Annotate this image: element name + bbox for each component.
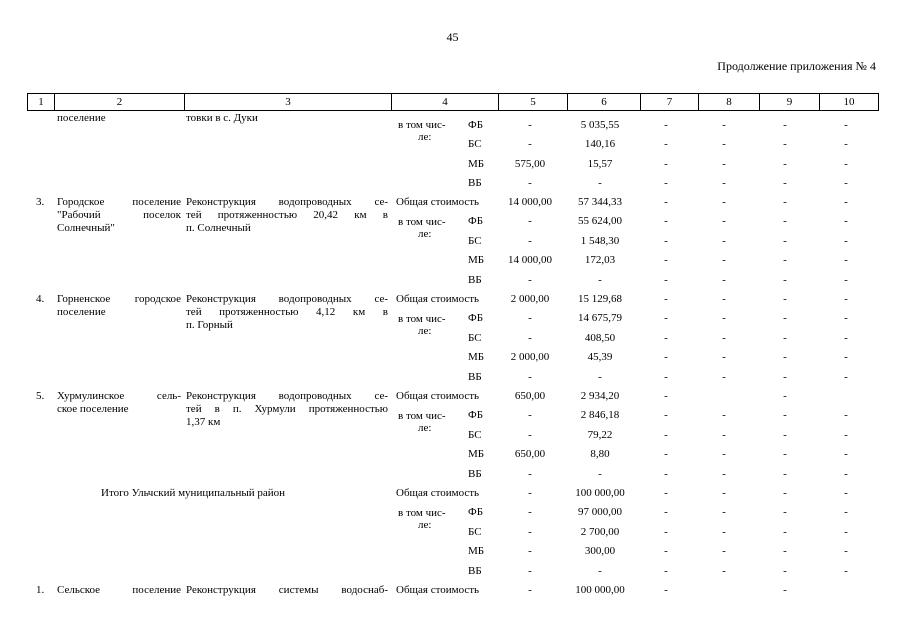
value-c10: - — [844, 157, 848, 170]
last-col2-line1: Сельское поселение — [57, 584, 181, 596]
value-c9: - — [783, 409, 787, 422]
row5-col2-line1: Хурмулинское сель- — [57, 390, 181, 402]
value-c10: - — [844, 467, 848, 480]
value-c7: - — [664, 545, 668, 558]
value-c9: - — [783, 312, 787, 325]
value-c8: - — [722, 331, 726, 344]
value-c7: - — [664, 584, 668, 596]
value-c7: - — [664, 312, 668, 325]
value-c6: 5 035,55 — [580, 119, 620, 131]
total-cost-label: Общая стоимость — [396, 196, 480, 208]
value-c7: - — [664, 273, 668, 286]
row3-col2-line2: "Рабочий поселок — [57, 209, 181, 221]
value-c6: 55 624,00 — [578, 215, 622, 228]
value-c7: - — [664, 196, 668, 208]
funding-source-label: ФБ — [468, 506, 484, 519]
total-incl-a: в том чис- — [398, 507, 446, 519]
value-c10: - — [844, 487, 848, 499]
value-c9: - — [783, 119, 787, 131]
funding-source-label: БС — [468, 525, 482, 538]
row5-num: 5. — [36, 390, 45, 402]
value-c10: - — [844, 331, 848, 344]
value-c7: - — [664, 119, 668, 131]
value-c5: - — [528, 467, 532, 480]
value-c9: - — [783, 157, 787, 170]
row5-incl-a: в том чис- — [398, 410, 446, 422]
value-c5: - — [528, 119, 532, 131]
value-c6: 100 000,00 — [575, 584, 625, 596]
funding-source-label: ВБ — [468, 370, 482, 383]
value-c5: 2 000,00 — [510, 351, 550, 364]
value-c7: - — [664, 428, 668, 441]
value-c8: - — [722, 487, 726, 499]
funding-source-label: ВБ — [468, 467, 482, 480]
funding-source-label: ВБ — [468, 177, 482, 190]
value-c9: - — [783, 564, 787, 577]
value-c9: - — [783, 177, 787, 190]
value-c6: 15 129,68 — [578, 293, 622, 305]
value-c5: - — [528, 428, 532, 441]
value-c10: - — [844, 448, 848, 461]
header-col-1: 1 — [28, 94, 55, 111]
value-c8: - — [722, 370, 726, 383]
value-c10: - — [844, 138, 848, 151]
value-c10: - — [844, 370, 848, 383]
header-col-8: 8 — [699, 94, 760, 111]
value-c6: 97 000,00 — [578, 506, 622, 519]
value-c6: - — [598, 564, 602, 577]
row5-col3-line3: 1,37 км — [186, 416, 221, 428]
value-c10: - — [844, 428, 848, 441]
funding-source-label: МБ — [468, 157, 485, 170]
value-c6: 14 675,79 — [578, 312, 622, 325]
value-c7: - — [664, 487, 668, 499]
value-c8: - — [722, 273, 726, 286]
value-c5: - — [528, 331, 532, 344]
value-c10: - — [844, 254, 848, 267]
value-c8: - — [722, 157, 726, 170]
total-cost-label: Общая стоимость — [396, 293, 480, 305]
header-col-5: 5 — [499, 94, 568, 111]
page-number: 45 — [446, 30, 459, 44]
row4-col2 — [57, 293, 181, 319]
value-c7: - — [664, 234, 668, 247]
value-c5: - — [528, 545, 532, 558]
row3-col3-line2: тей протяженностью 20,42 км в — [186, 209, 388, 221]
row5-col3 — [186, 390, 388, 429]
value-c7: - — [664, 254, 668, 267]
row3-col3-line1: Реконструкция водопроводных се- — [186, 196, 388, 208]
value-c9: - — [783, 254, 787, 267]
value-c6: - — [598, 467, 602, 480]
value-c8: - — [722, 506, 726, 519]
value-c5: 650,00 — [514, 448, 546, 461]
total-label: Итого Ульчский муниципальный район — [101, 487, 286, 499]
value-c10: - — [844, 545, 848, 558]
row5-col3-line2: тей в п. Хурмули протяженностью — [186, 403, 388, 415]
value-c6: - — [598, 177, 602, 190]
value-c5: - — [528, 584, 532, 596]
value-c5: 650,00 — [514, 390, 546, 402]
value-c8: - — [722, 351, 726, 364]
value-c8: - — [722, 196, 726, 208]
value-c10: - — [844, 506, 848, 519]
funding-source-label: ФБ — [468, 215, 484, 228]
value-c7: - — [664, 564, 668, 577]
value-c6: 1 548,30 — [580, 234, 620, 247]
row5-col2 — [57, 390, 181, 416]
row4-num: 4. — [36, 293, 45, 305]
row4-col2-line2: поселение — [57, 306, 106, 318]
value-c7: - — [664, 138, 668, 151]
value-c10: - — [844, 293, 848, 305]
value-c9: - — [783, 138, 787, 151]
value-c5: - — [528, 215, 532, 228]
funding-source-label: ФБ — [468, 312, 484, 325]
value-c7: - — [664, 293, 668, 305]
row4-col3-line3: п. Горный — [186, 319, 233, 331]
value-c8: - — [722, 177, 726, 190]
value-c5: - — [528, 370, 532, 383]
value-c6: 408,50 — [584, 331, 616, 344]
value-c9: - — [783, 525, 787, 538]
value-c5: 2 000,00 — [510, 293, 550, 305]
funding-source-label: МБ — [468, 351, 485, 364]
value-c6: 57 344,33 — [578, 196, 622, 208]
row5-incl-b: ле: — [418, 422, 432, 434]
funding-source-label: МБ — [468, 448, 485, 461]
last-col3-line1: Реконструкция системы водоснаб- — [186, 584, 388, 596]
value-c6: 172,03 — [584, 254, 616, 267]
value-c7: - — [664, 467, 668, 480]
funding-source-label: ФБ — [468, 409, 484, 422]
value-c8: - — [722, 428, 726, 441]
value-c6: 79,22 — [587, 428, 613, 441]
value-c10: - — [844, 234, 848, 247]
value-c5: - — [528, 487, 532, 499]
funding-source-label: МБ — [468, 254, 485, 267]
row0-col3: товки в с. Дуки — [186, 112, 258, 124]
funding-source-label: БС — [468, 234, 482, 247]
value-c8: - — [722, 215, 726, 228]
row3-col2-line3: Солнечный" — [57, 222, 115, 234]
value-c5: - — [528, 564, 532, 577]
value-c9: - — [783, 506, 787, 519]
value-c9: - — [783, 448, 787, 461]
value-c5: - — [528, 409, 532, 422]
value-c8: - — [722, 564, 726, 577]
row5-col2-line2: ское поселение — [57, 403, 129, 415]
funding-source-label: БС — [468, 331, 482, 344]
value-c7: - — [664, 177, 668, 190]
value-c5: - — [528, 525, 532, 538]
row3-incl-b: ле: — [418, 228, 432, 240]
header-col-10: 10 — [820, 94, 879, 111]
row3-col2 — [57, 196, 181, 235]
value-c9: - — [783, 215, 787, 228]
row4-col3 — [186, 293, 388, 332]
continuation-note: Продолжение приложения № 4 — [717, 59, 876, 73]
value-c6: 8,80 — [590, 448, 610, 461]
header-col-7: 7 — [641, 94, 699, 111]
value-c7: - — [664, 448, 668, 461]
value-c10: - — [844, 215, 848, 228]
last-col3 — [186, 584, 388, 597]
row3-num: 3. — [36, 196, 45, 208]
value-c9: - — [783, 196, 787, 208]
funding-source-label: ВБ — [468, 564, 482, 577]
value-c8: - — [722, 409, 726, 422]
value-c5: 14 000,00 — [508, 196, 552, 208]
row3-incl-a: в том чис- — [398, 216, 446, 228]
value-c8: - — [722, 254, 726, 267]
value-c10: - — [844, 525, 848, 538]
header-col-4: 4 — [392, 94, 499, 111]
value-c5: - — [528, 273, 532, 286]
row4-col3-line2: тей протяженностью 4,12 км в — [186, 306, 388, 318]
value-c6: 100 000,00 — [575, 487, 625, 499]
funding-source-label: БС — [468, 138, 482, 151]
value-c6: 15,57 — [587, 157, 613, 170]
value-c7: - — [664, 351, 668, 364]
value-c9: - — [783, 390, 787, 402]
value-c9: - — [783, 545, 787, 558]
value-c9: - — [783, 234, 787, 247]
row0-col2: поселение — [57, 112, 106, 124]
value-c9: - — [783, 428, 787, 441]
row0-incl-b: ле: — [418, 131, 432, 143]
value-c7: - — [664, 409, 668, 422]
total-incl-b: ле: — [418, 519, 432, 531]
value-c5: 575,00 — [514, 157, 546, 170]
row4-col2-line1: Горненское городское — [57, 293, 181, 305]
value-c10: - — [844, 273, 848, 286]
funding-source-label: БС — [468, 428, 482, 441]
value-c9: - — [783, 487, 787, 499]
value-c9: - — [783, 273, 787, 286]
last-num: 1. — [36, 584, 45, 596]
value-c7: - — [664, 331, 668, 344]
value-c5: - — [528, 506, 532, 519]
total-cost-label: Общая стоимость — [396, 584, 480, 596]
last-col2 — [57, 584, 181, 597]
value-c8: - — [722, 312, 726, 325]
funding-source-label: ВБ — [468, 273, 482, 286]
value-c6: 2 846,18 — [580, 409, 620, 422]
value-c6: 45,39 — [587, 351, 613, 364]
value-c9: - — [783, 293, 787, 305]
value-c6: - — [598, 370, 602, 383]
value-c10: - — [844, 409, 848, 422]
value-c7: - — [664, 506, 668, 519]
value-c7: - — [664, 390, 668, 402]
value-c9: - — [783, 331, 787, 344]
funding-source-label: МБ — [468, 545, 485, 558]
value-c10: - — [844, 564, 848, 577]
value-c8: - — [722, 293, 726, 305]
header-col-6: 6 — [568, 94, 641, 111]
value-c8: - — [722, 525, 726, 538]
value-c8: - — [722, 138, 726, 151]
row0-incl-a: в том чис- — [398, 119, 446, 131]
value-c6: 2 934,20 — [580, 390, 620, 402]
value-c9: - — [783, 467, 787, 480]
value-c7: - — [664, 525, 668, 538]
value-c5: - — [528, 312, 532, 325]
header-col-9: 9 — [760, 94, 820, 111]
row3-col3 — [186, 196, 388, 235]
row4-incl-a: в том чис- — [398, 313, 446, 325]
value-c6: 2 700,00 — [580, 525, 620, 538]
value-c6: - — [598, 273, 602, 286]
value-c8: - — [722, 119, 726, 131]
value-c7: - — [664, 215, 668, 228]
value-c10: - — [844, 196, 848, 208]
funding-source-label: ФБ — [468, 119, 484, 131]
value-c9: - — [783, 584, 787, 596]
row3-col2-line1: Городское поселение — [57, 196, 181, 208]
value-c6: 300,00 — [584, 545, 616, 558]
value-c7: - — [664, 157, 668, 170]
value-c8: - — [722, 467, 726, 480]
value-c7: - — [664, 370, 668, 383]
value-c8: - — [722, 234, 726, 247]
value-c6: 140,16 — [584, 138, 616, 151]
value-c8: - — [722, 545, 726, 558]
value-c8: - — [722, 448, 726, 461]
header-col-2: 2 — [55, 94, 185, 111]
value-c10: - — [844, 119, 848, 131]
value-c5: - — [528, 234, 532, 247]
value-c9: - — [783, 351, 787, 364]
value-c5: - — [528, 138, 532, 151]
total-cost-label: Общая стоимость — [396, 390, 480, 402]
row4-col3-line1: Реконструкция водопроводных се- — [186, 293, 388, 305]
header-col-3: 3 — [185, 94, 392, 111]
row5-col3-line1: Реконструкция водопроводных се- — [186, 390, 388, 402]
value-c10: - — [844, 312, 848, 325]
total-cost-label: Общая стоимость — [396, 487, 480, 499]
value-c10: - — [844, 177, 848, 190]
value-c5: 14 000,00 — [508, 254, 552, 267]
value-c9: - — [783, 370, 787, 383]
row4-incl-b: ле: — [418, 325, 432, 337]
row3-col3-line3: п. Солнечный — [186, 222, 251, 234]
value-c10: - — [844, 351, 848, 364]
value-c5: - — [528, 177, 532, 190]
